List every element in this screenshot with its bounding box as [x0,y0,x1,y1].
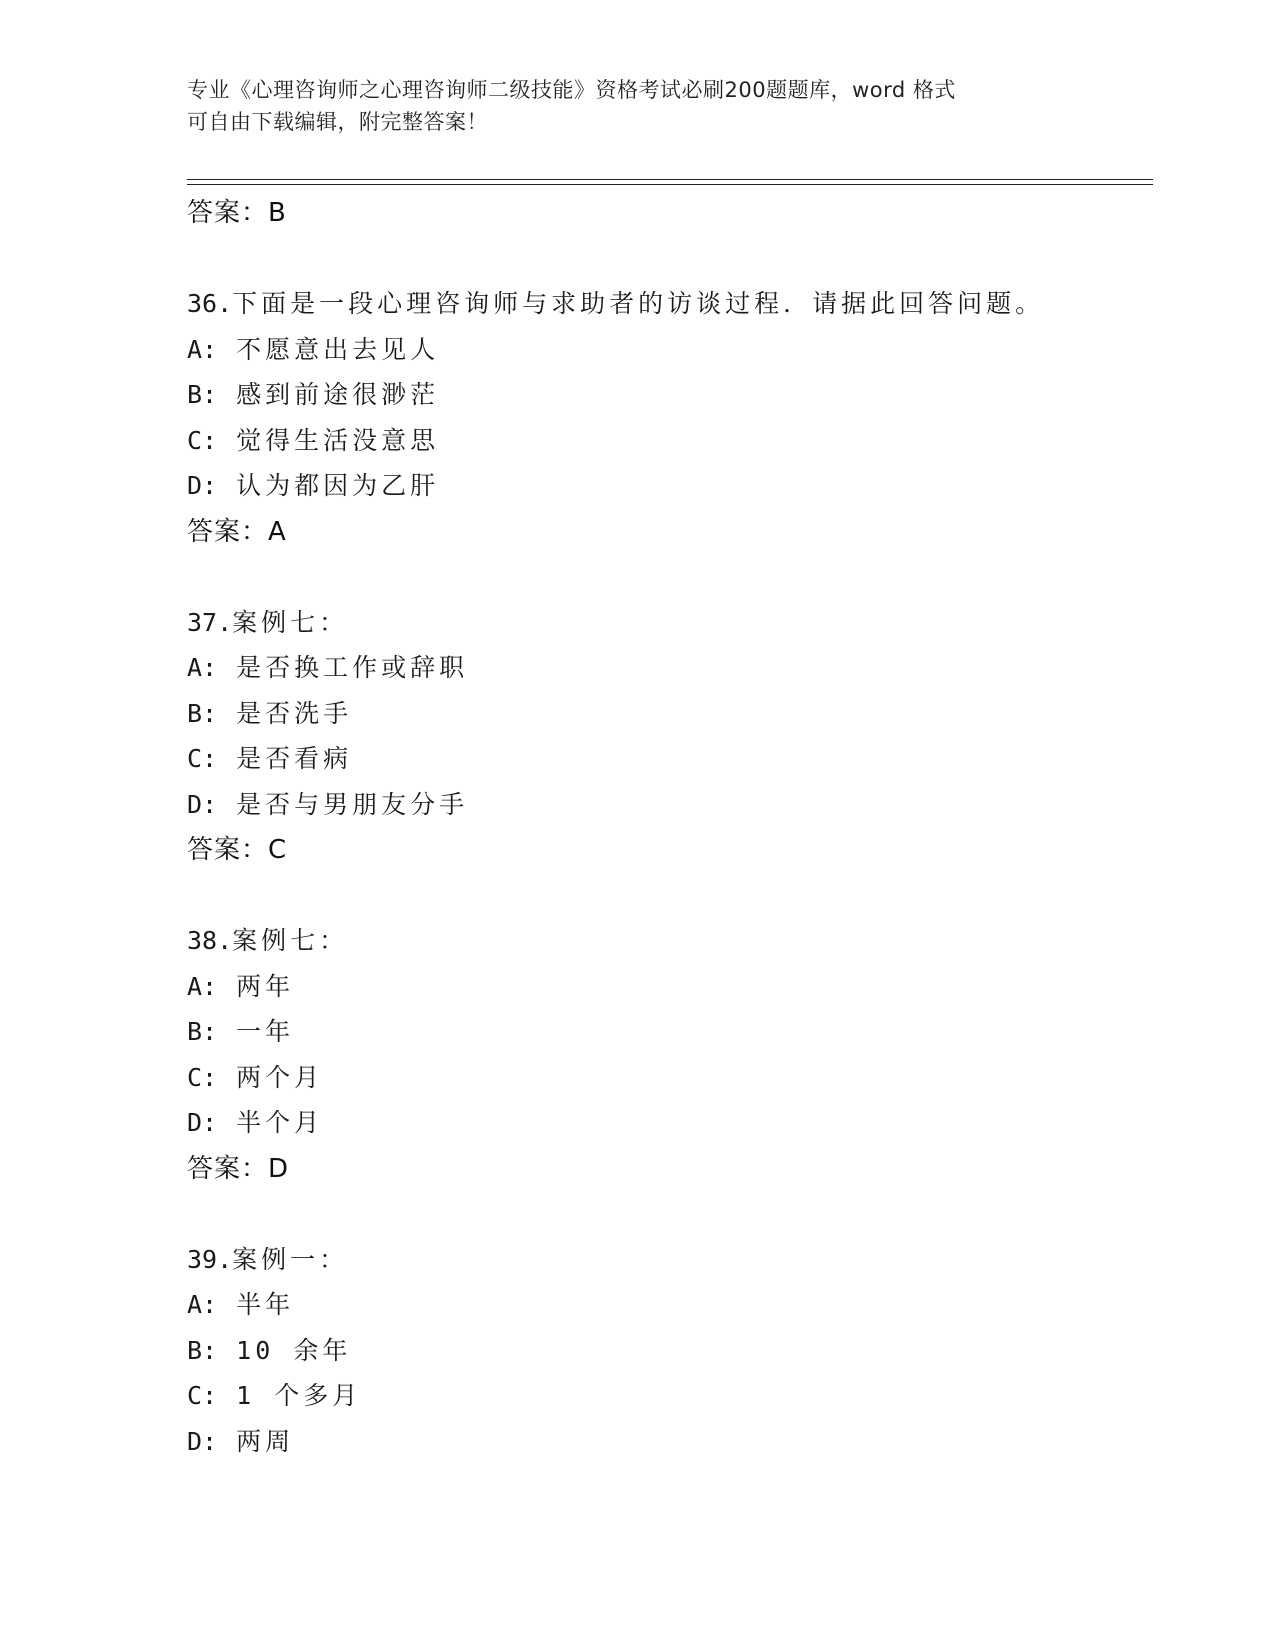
header-divider-top [187,179,1153,180]
option-text: 1 个多月 [236,1381,362,1410]
option-key: B: [187,698,218,728]
question-item [187,600,1153,874]
question-number: 36. [187,289,233,318]
option-text: 两个月 [236,1062,324,1092]
option-c [187,1373,1153,1419]
option-text: 两年 [236,971,295,1001]
question-text: 案例七： [232,926,349,955]
question-stem [187,1237,1153,1283]
option-text: 两周 [236,1426,295,1456]
question-stem [187,281,1153,327]
option-text: 半年 [236,1290,295,1319]
header-line-1: 专业《心理咨询师之心理咨询师二级技能》资格考试必刷200题题库，word 格式 [187,78,956,102]
question-text: 下面是一段心理咨询师与求助者的访谈过程．请据此回答问题。 [232,289,1045,318]
option-d [187,1419,1153,1465]
header-divider-bottom [187,184,1153,185]
option-key: B: [187,1335,218,1365]
question-stem [187,918,1153,964]
answer-line: 答案：C [187,835,288,865]
option-key: C: [187,1381,218,1410]
option-key: C: [187,744,218,773]
option-text: 一年 [236,1017,295,1046]
question-text: 案例七： [232,607,349,637]
question-item [187,1237,1153,1465]
option-c [187,418,1153,464]
option-key: D: [187,789,218,819]
option-a [187,964,1153,1010]
option-key: C: [187,425,218,455]
option-key: D: [187,1426,218,1456]
option-text: 觉得生活没意思 [236,425,440,455]
option-text: 10 余年 [236,1335,352,1365]
option-a [187,645,1153,691]
option-text: 是否与男朋友分手 [236,789,469,819]
option-key: A: [187,653,218,682]
option-b [187,1328,1153,1374]
option-key: C: [187,1062,218,1092]
question-text: 案例一： [232,1244,349,1274]
option-b [187,691,1153,737]
question-item [187,918,1153,1192]
option-d [187,1100,1153,1146]
option-b [187,372,1153,418]
option-key: A: [187,971,218,1001]
option-key: D: [187,1108,218,1137]
answer-line: 答案：A [187,516,287,547]
question-number: 38. [187,926,233,955]
option-a [187,1282,1153,1328]
question-number: 39. [187,1244,233,1274]
question-list [187,190,1153,1464]
question-item [187,281,1153,555]
option-key: D: [187,471,218,500]
option-key: A: [187,334,218,364]
option-text: 是否看病 [236,744,353,773]
question-stem [187,600,1153,646]
option-c [187,736,1153,782]
option-text: 是否洗手 [236,698,353,728]
option-text: 认为都因为乙肝 [236,471,440,500]
answer-line: 答案：D [187,1153,290,1184]
question-number: 37. [187,607,233,637]
option-c [187,1055,1153,1101]
option-b [187,1009,1153,1055]
option-text: 是否换工作或辞职 [236,653,469,682]
option-a [187,327,1153,373]
option-text: 感到前途很渺茫 [236,380,440,409]
option-key: A: [187,1290,218,1319]
header-line-2: 可自由下载编辑，附完整答案！ [187,110,488,134]
option-d [187,782,1153,828]
option-key: B: [187,1017,218,1046]
option-d [187,463,1153,509]
answer-line: 答案：B [187,198,287,228]
option-text: 不愿意出去见人 [236,334,440,364]
option-text: 半个月 [236,1108,324,1137]
option-key: B: [187,380,218,409]
document-header [187,74,1067,138]
